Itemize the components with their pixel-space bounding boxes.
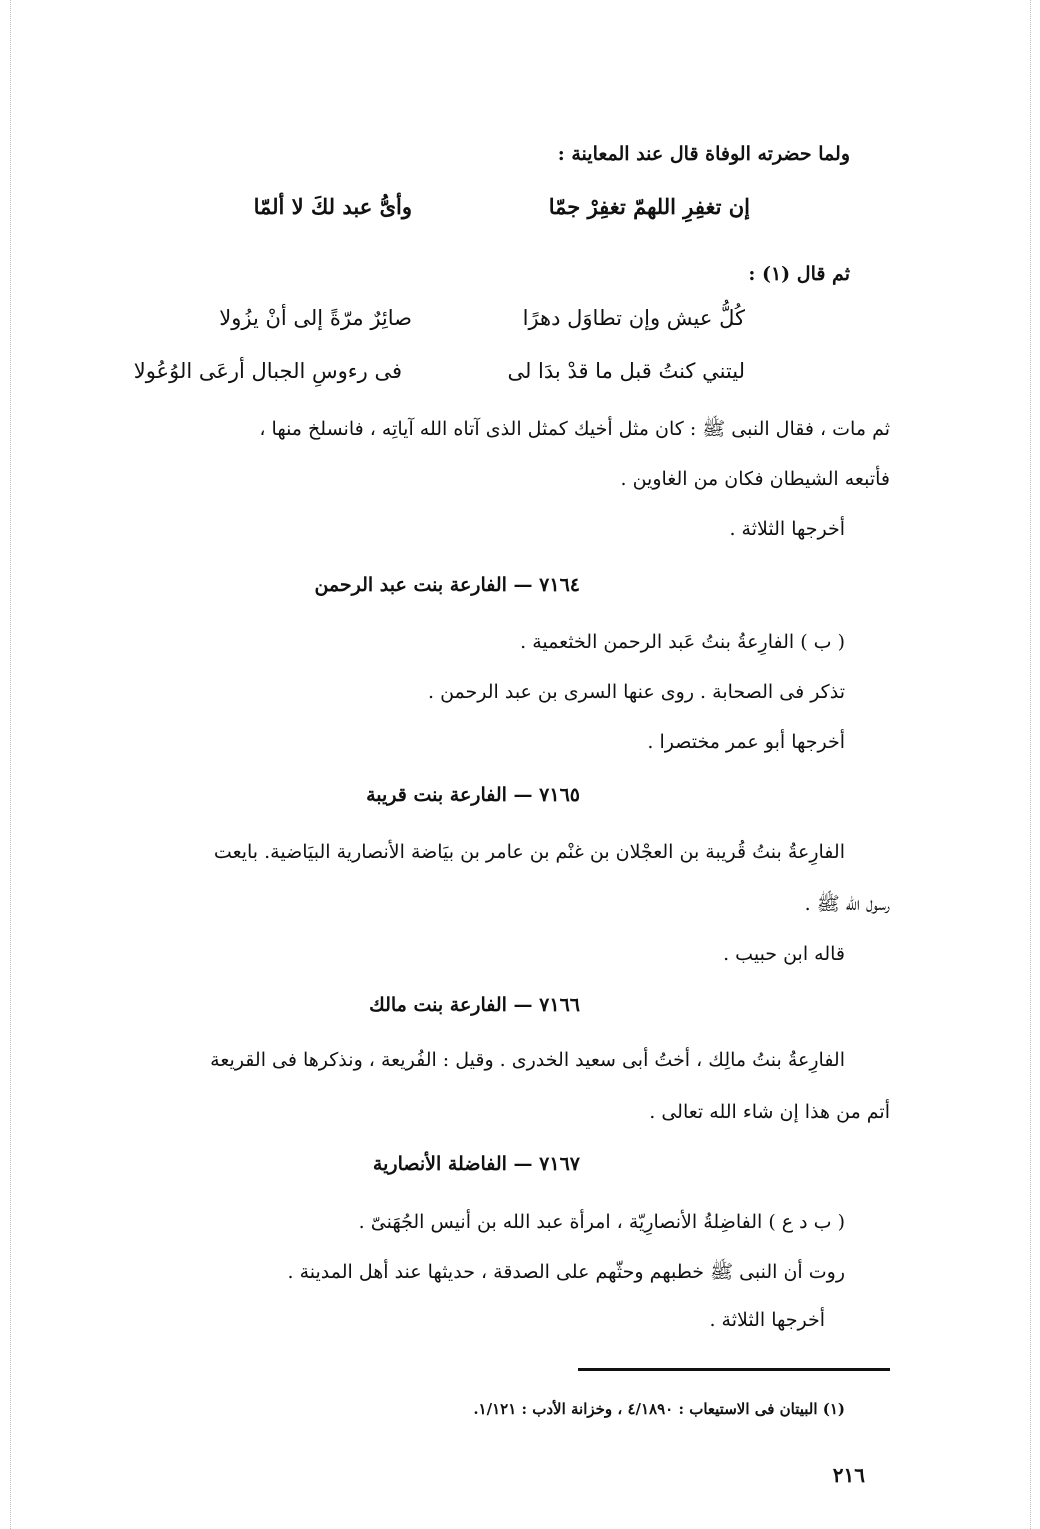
scan-edge-left	[10, 0, 11, 1529]
entry-heading-7164: ٧١٦٤ — الفارعة بنت عبد الرحمن	[314, 574, 580, 596]
entry-7165-line-3: قاله ابن حبيب .	[723, 943, 845, 965]
verse-2-first-hemistich: كُلُّ عيش وإن تطاوَل دهرًا	[522, 306, 745, 330]
verse-3-second-hemistich: فى رءوسِ الجبال أرعَى الوُعُولا	[133, 359, 402, 383]
page-number: ٢١٦	[832, 1463, 865, 1487]
entry-7167-line-2: روت أن النبى ﷺ خطبهم وحثّهم على الصدقة ، حديثها عند أهل المدينة .	[287, 1261, 845, 1283]
intro-line: ولما حضرته الوفاة قال عند المعاينة :	[557, 143, 850, 165]
entry-7167-line-1: ( ب د ع ) الفاضِلةُ الأنصارِيّة ، امرأة عبد الله بن أنيس الجُهَنىّ .	[358, 1211, 845, 1233]
verse-2-second-hemistich: صائِرٌ مرّةً إلى أنْ يزُولا	[219, 306, 412, 330]
entry-7166-line-2: أتم من هذا إن شاء الله تعالى .	[649, 1101, 890, 1123]
entry-7166-line-1: الفارِعةُ بنتُ مالِك ، أختُ أبى سعيد الخدرى . وقيل : الفُريعة ، ونذكرها فى القريعة	[210, 1049, 845, 1071]
prophet-paragraph-line-1: ثم مات ، فقال النبى ﷺ : كان مثل أخيك كمثل الذى آتاه الله آياتِه ، فانسلخ منها ،	[259, 418, 890, 440]
entry-7164-line-1: ( ب ) الفارِعةُ بنتُ عَبد الرحمن الخثعمية .	[520, 631, 845, 653]
entry-7165-line-2: رسول الله ﷺ .	[804, 893, 890, 915]
entry-heading-7167: ٧١٦٧ — الفاضلة الأنصارية	[372, 1153, 580, 1175]
scan-edge-right	[1030, 0, 1031, 1529]
extracted-line: أخرجها الثلاثة .	[729, 518, 845, 540]
footnote: (١) البيتان فى الاستيعاب : ٤/١٨٩٠ ، وخزانة الأدب : ١/١٢١.	[473, 1400, 845, 1418]
verse-1-second-hemistich: وأىُّ عبد لكَ لا ألمّا	[253, 194, 412, 219]
footnote-divider	[578, 1368, 890, 1371]
entry-7167-line-3: أخرجها الثلاثة .	[709, 1309, 825, 1331]
entry-7165-line-1: الفارِعةُ بنتُ قُريبة بن العجْلان بن غنْم بن عامر بن بيَاضة الأنصارية البيَاضية. بايعت	[213, 841, 845, 863]
entry-7164-line-3: أخرجها أبو عمر مختصرا .	[647, 731, 845, 753]
verse-1-first-hemistich: إن تغفِرِ اللهمّ تغفِرْ جمّا	[548, 194, 750, 219]
entry-7164-line-2: تذكر فى الصحابة . روى عنها السرى بن عبد الرحمن .	[427, 681, 845, 703]
then-said-line: ثم قال (١) :	[748, 263, 850, 285]
entry-heading-7166: ٧١٦٦ — الفارعة بنت مالك	[369, 994, 580, 1016]
entry-heading-7165: ٧١٦٥ — الفارعة بنت قريبة	[366, 784, 580, 806]
verse-3-first-hemistich: ليتني كنتُ قبل ما قدْ بدَا لى	[507, 359, 745, 383]
prophet-paragraph-line-2: فأتبعه الشيطان فكان من الغاوين .	[620, 468, 890, 490]
